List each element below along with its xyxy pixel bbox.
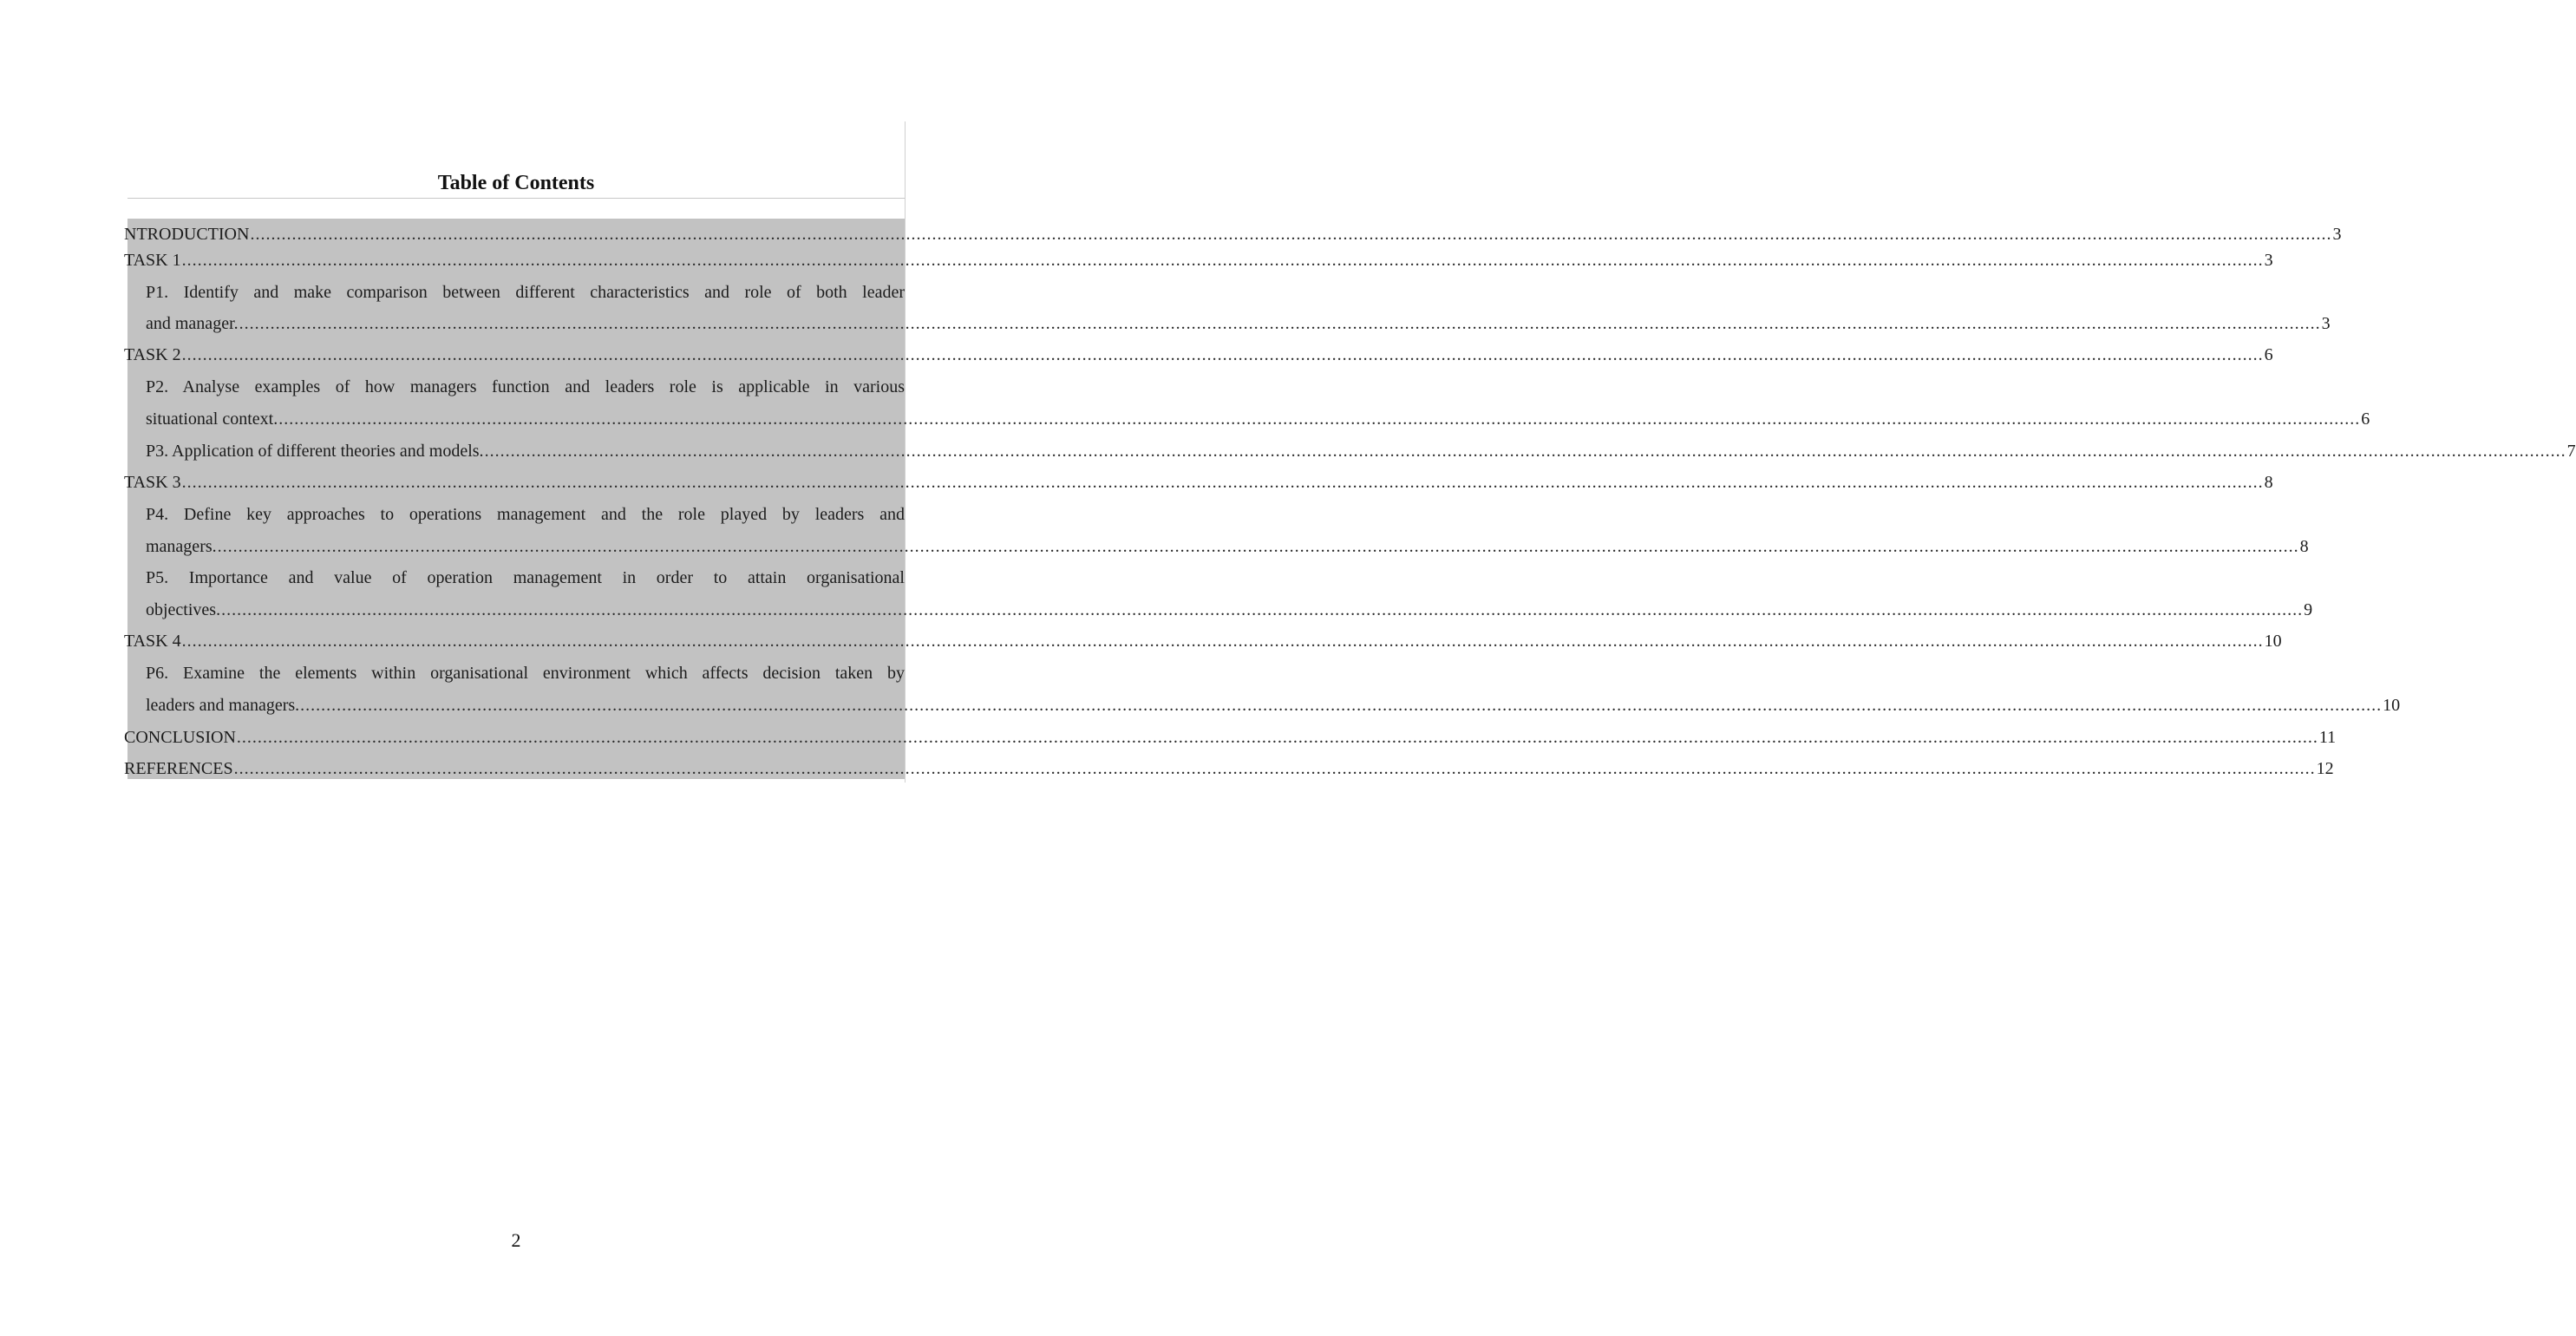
leader-dots: ................................................................................................................................................................................................................................................................................................................................................................................................................ (239, 313, 2321, 333)
page-number: 2 (511, 1229, 521, 1251)
toc-entry-text: TASK 3 (124, 472, 181, 492)
toc-entry-text: P2. Analyse examples of how managers function and leaders role is applicable in various (146, 377, 905, 396)
toc-entry-p6[interactable] (146, 658, 905, 689)
leader-dots: ................................................................................................................................................................................................................................................................................................................................................................................................................ (278, 409, 2361, 429)
toc-entry-text: managers. (146, 536, 217, 556)
toc-entry-text: TASK 4 (124, 631, 181, 651)
toc-entry-p1-continued[interactable] (146, 308, 2331, 339)
toc-entry-p4[interactable] (146, 499, 905, 530)
toc-entry-text: P4. Define key approaches to operations management and the role played by leaders and (146, 504, 905, 524)
toc-entry-p4-continued[interactable] (146, 531, 2309, 562)
toc-entry-text: TASK 1 (124, 250, 181, 270)
toc-entry-page: 8 (2264, 472, 2273, 492)
leader-dots: ................................................................................................................................................................................................................................................................................................................................................................................................................ (181, 472, 2264, 492)
toc-entry-page: 9 (2304, 599, 2313, 619)
leader-dots: ................................................................................................................................................................................................................................................................................................................................................................................................................ (217, 536, 2299, 556)
toc-entry-page: 10 (2264, 631, 2282, 651)
toc-entry-text: REFERENCES (124, 758, 233, 778)
leader-dots: ................................................................................................................................................................................................................................................................................................................................................................................................................ (221, 599, 2304, 619)
toc-entry-p2[interactable] (146, 371, 905, 403)
toc-entry-text: P1. Identify and make comparison between different characteristics and role of both leader (146, 282, 905, 302)
leader-dots: ................................................................................................................................................................................................................................................................................................................................................................................................................ (233, 758, 2316, 778)
leader-dots: ................................................................................................................................................................................................................................................................................................................................................................................................................ (181, 250, 2264, 270)
toc-entry-page: 11 (2318, 727, 2337, 747)
toc-entry-conclusion[interactable] (124, 722, 2337, 753)
toc-entry-text: NTRODUCTION (124, 224, 250, 244)
toc-entry-page: 3 (2321, 313, 2331, 333)
leader-dots: ................................................................................................................................................................................................................................................................................................................................................................................................................ (250, 224, 2332, 244)
toc-entry-page: 8 (2299, 536, 2309, 556)
leader-dots: ................................................................................................................................................................................................................................................................................................................................................................................................................ (181, 631, 2264, 651)
toc-list (124, 219, 2576, 779)
toc-entry-task-4[interactable] (124, 625, 2282, 657)
toc-entry-text: and manager. (146, 313, 239, 333)
leader-dots: ................................................................................................................................................................................................................................................................................................................................................................................................................ (484, 441, 2566, 461)
leader-dots: ................................................................................................................................................................................................................................................................................................................................................................................................................ (300, 695, 2383, 715)
toc-entry-page: 10 (2383, 695, 2401, 715)
toc-entry-text: TASK 2 (124, 344, 181, 364)
toc-entry-p1[interactable] (146, 277, 905, 308)
toc-entry-text: objectives. (146, 599, 221, 619)
toc-entry-text: P3. Application of different theories and models. (146, 441, 484, 461)
toc-entry-p5[interactable] (146, 562, 905, 593)
toc-entry-page: 6 (2264, 344, 2273, 364)
toc-entry-text: leaders and managers. (146, 695, 300, 715)
leader-dots: ................................................................................................................................................................................................................................................................................................................................................................................................................ (236, 727, 2318, 747)
toc-entry-text: P5. Importance and value of operation management in order to attain organisational (146, 567, 905, 587)
toc-entry-references[interactable] (124, 753, 2334, 784)
toc-entry-p3[interactable] (146, 436, 2576, 467)
toc-entry-task-2[interactable] (124, 339, 2273, 370)
toc-entry-p6-continued[interactable] (146, 690, 2401, 721)
toc-entry-page: 7 (2566, 441, 2576, 461)
toc-entry-text: CONCLUSION (124, 727, 236, 747)
toc-entry-p2-continued[interactable] (146, 403, 2370, 435)
toc-title: Table of Contents (437, 172, 595, 194)
toc-entry-text: P6. Examine the elements within organisational environment which affects decision taken by (146, 663, 905, 683)
toc-entry-page: 12 (2316, 758, 2334, 778)
title-divider (127, 198, 905, 199)
leader-dots: ................................................................................................................................................................................................................................................................................................................................................................................................................ (181, 344, 2264, 364)
toc-entry-task-3[interactable] (124, 467, 2273, 498)
toc-entry-page: 3 (2264, 250, 2273, 270)
toc-entry-p5-continued[interactable] (146, 594, 2313, 625)
toc-entry-page: 6 (2361, 409, 2370, 429)
toc-entry-page: 3 (2332, 224, 2342, 244)
toc-entry-text: situational context. (146, 409, 278, 429)
toc-entry-task-1[interactable] (124, 245, 2273, 276)
